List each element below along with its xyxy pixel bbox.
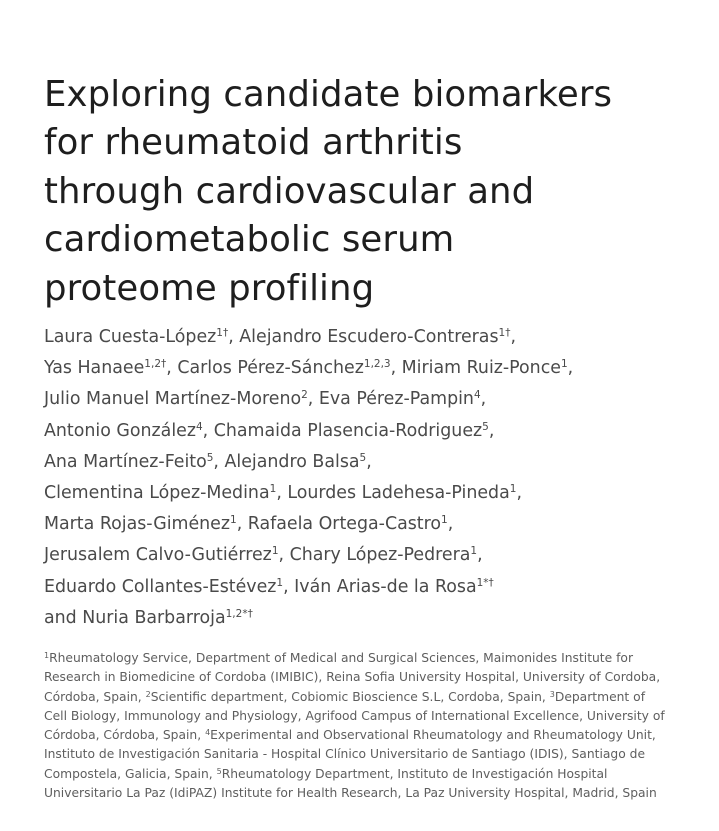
author-affiliation-mark: 1: [560, 358, 568, 371]
author-line: [44, 322, 714, 353]
author-affiliation-mark: 1,2,3: [363, 358, 391, 371]
author-affiliation-mark: 1†: [216, 327, 229, 339]
author-name: Alejandro Escudero-Contreras: [239, 327, 499, 347]
author-separator: ,: [236, 514, 248, 535]
author-affiliation-mark: 1: [230, 514, 237, 527]
affiliation-text: Experimental and Observational Rheumatology and Rheumatology Unit,: [210, 728, 656, 743]
author-line: [44, 416, 714, 447]
author-separator: ,: [488, 420, 495, 441]
author-name: Clementina López-Medina: [44, 483, 270, 504]
affiliation-number: 1: [44, 651, 50, 660]
author-name: Chamaida Plasencia-Rodriguez: [213, 420, 483, 441]
affiliation-line: [44, 726, 704, 745]
affiliation-line: [44, 745, 704, 764]
author-name: Yas Hanaee: [44, 358, 145, 379]
affiliation-line: [44, 707, 704, 726]
author-affiliation-mark: 4: [473, 389, 481, 402]
author-line: [44, 384, 714, 415]
author-name: Lourdes Ladehesa-Pineda: [287, 483, 510, 504]
author-separator: ,: [213, 451, 225, 472]
affiliation-text: Cell Biology, Immunology and Physiology, Agrifood Campus of International Excellence, University of: [44, 708, 665, 723]
affiliation-text: Rheumatology Department, Instituto de Investigación Hospital: [221, 766, 608, 781]
author-affiliation-mark: 1: [276, 576, 284, 589]
author-separator: ,: [307, 389, 319, 410]
author-affiliation-mark: 1: [509, 483, 517, 496]
author-separator: ,: [510, 327, 516, 347]
author-separator: ,: [516, 483, 522, 504]
author-line: [44, 603, 714, 634]
affiliation-list: [44, 649, 704, 803]
title-line: cardiometabolic serum: [44, 219, 455, 261]
author-affiliation-mark: 1*†: [476, 576, 494, 589]
affiliation-line: [44, 649, 704, 668]
author-separator: ,: [166, 358, 178, 379]
author-separator: ,: [477, 545, 483, 566]
author-affiliation-mark: 1: [470, 545, 478, 558]
affiliation-text: Córdoba, Spain,: [44, 689, 146, 704]
affiliation-text: Universitario La Paz (IdiPAZ) Institute for Health Research, La Paz University Hospital, Madrid, Spain: [44, 786, 657, 801]
author-affiliation-mark: 2: [301, 389, 308, 402]
author-affiliation-mark: 1: [269, 483, 277, 496]
author-name: Eva Pérez-Pampin: [318, 389, 474, 410]
author-line: [44, 540, 714, 571]
author-line: [44, 572, 714, 603]
title-line: Exploring candidate biomarkers: [44, 73, 613, 115]
affiliation-number: 3: [549, 689, 555, 699]
affiliation-line: [44, 784, 704, 803]
author-line: [44, 447, 714, 478]
affiliation-text: Compostela, Galicia, Spain,: [44, 766, 217, 781]
author-line: [44, 509, 714, 540]
title-line: through cardiovascular and: [44, 170, 535, 212]
author-affiliation-mark: 1,2*†: [225, 607, 253, 620]
title-line: proteome profiling: [44, 267, 375, 309]
article-title: [44, 71, 709, 314]
author-line: [44, 353, 714, 384]
author-name: Eduardo Collantes-Estévez: [44, 576, 277, 597]
affiliation-text: Scientific department, Cobiomic Bioscience S.L, Cordoba, Spain,: [150, 689, 550, 704]
author-affiliation-mark: 5: [206, 451, 214, 464]
author-line: [44, 478, 714, 509]
author-affiliation-mark: 1†: [498, 327, 511, 339]
author-affiliation-mark: 5: [359, 451, 367, 464]
affiliation-text: Research in Biomedicine of Cordoba (IMIBIC), Reina Sofia University Hospital, University of Cordoba,: [44, 670, 661, 685]
author-name: Marta Rojas-Giménez: [44, 514, 231, 535]
affiliation-text: Rheumatology Service, Department of Medical and Surgical Sciences, Maimonides Institute for: [49, 651, 634, 665]
author-separator: ,: [278, 545, 290, 566]
author-name: Alejandro Balsa: [224, 451, 360, 472]
author-separator: ,: [276, 483, 288, 504]
affiliation-text: Department of: [554, 689, 646, 704]
title-line: for rheumatoid arthritis: [44, 122, 463, 164]
author-separator: ,: [447, 514, 454, 535]
affiliation-line: [44, 688, 704, 707]
author-name: Julio Manuel Martínez-Moreno: [44, 389, 302, 410]
author-name: Carlos Pérez-Sánchez: [177, 358, 364, 379]
author-affiliation-mark: 4: [195, 420, 203, 433]
author-separator: ,: [283, 576, 295, 597]
author-name: Antonio González: [44, 420, 196, 441]
author-name: Miriam Ruiz-Ponce: [401, 358, 561, 379]
author-name: Iván Arias-de la Rosa: [294, 576, 477, 597]
affiliation-line: [44, 668, 704, 687]
author-separator: ,: [366, 451, 372, 472]
author-separator: ,: [228, 327, 240, 347]
author-name: Laura Cuesta-López: [44, 327, 217, 347]
affiliation-number: 4: [205, 728, 211, 738]
author-name: Ana Martínez-Feito: [44, 451, 207, 472]
affiliation-text: Córdoba, Córdoba, Spain,: [44, 728, 206, 743]
author-name: Jerusalem Calvo-Gutiérrez: [44, 545, 272, 566]
affiliation-line: [44, 765, 704, 784]
author-separator: ,: [390, 358, 402, 379]
affiliation-text: Instituto de Investigación Sanitaria - Hospital Clínico Universitario de Santiago (IDIS), Santiago de: [44, 747, 646, 762]
author-affiliation-mark: 1,2†: [144, 358, 167, 371]
author-affiliation-mark: 5: [482, 420, 489, 433]
author-separator: ,: [480, 389, 487, 410]
author-separator: ,: [202, 420, 214, 441]
author-separator: ,: [567, 358, 574, 379]
author-name: Rafaela Ortega-Castro: [247, 514, 442, 535]
affiliation-number: 5: [216, 766, 222, 776]
author-affiliation-mark: 1: [271, 545, 279, 558]
author-name: Chary López-Pedrera: [289, 545, 471, 566]
affiliation-number: 2: [145, 689, 151, 699]
author-affiliation-mark: 1: [441, 514, 448, 527]
author-name: and Nuria Barbarroja: [44, 607, 226, 628]
author-list: [44, 322, 714, 634]
